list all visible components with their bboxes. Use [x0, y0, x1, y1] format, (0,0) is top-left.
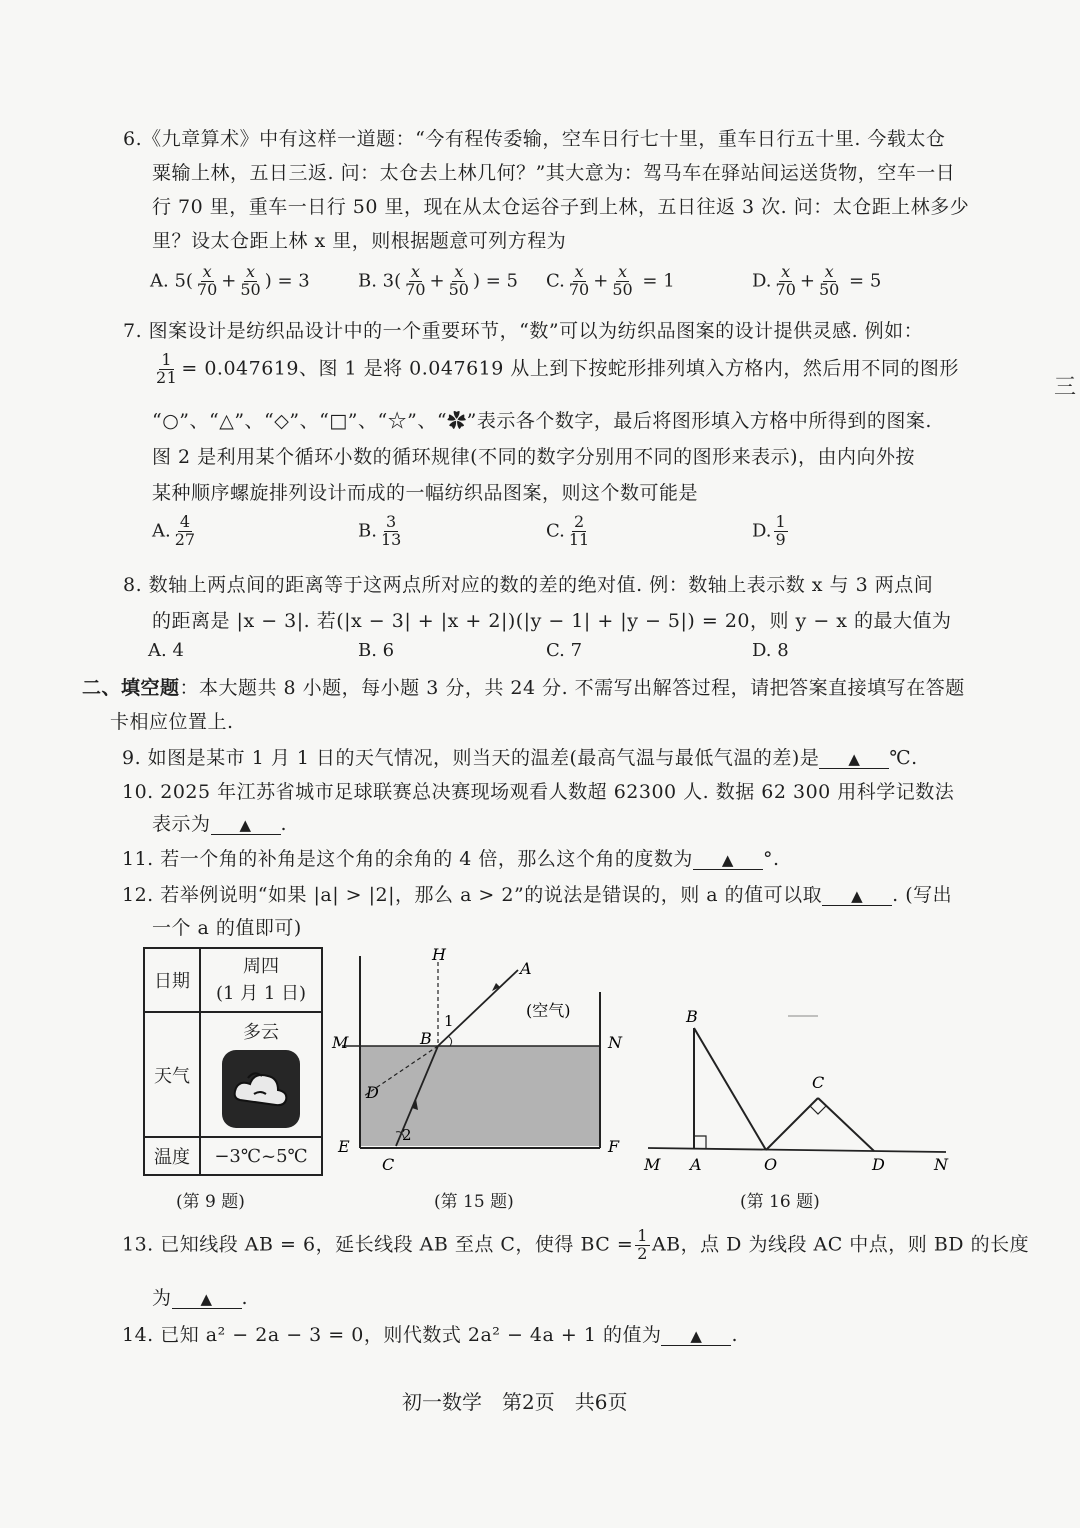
date: (1 月 1 日)	[215, 983, 307, 1004]
q9: 9. 如图是某市 1 月 1 日的天气情况，则当天的温差(最高气温与最低气温的差)是 ▲ ℃.	[122, 747, 918, 769]
weather-table	[143, 947, 323, 1176]
q6-option-a: A. 5( $\frac{x}{70}$ + $\frac{x}{50}$ ) = 3	[150, 262, 310, 299]
cloudy-icon	[220, 1048, 302, 1130]
q8-option-a: A. 4	[148, 640, 184, 661]
q6-option-c: C. $\frac{x}{70}$ + $\frac{x}{50}$ = 1	[546, 262, 675, 299]
label-m: M	[332, 1033, 349, 1052]
label-h: H	[432, 945, 446, 964]
weekday: 周四	[243, 956, 279, 977]
label-b: B	[686, 1007, 698, 1026]
label-a: A	[690, 1155, 702, 1174]
q10-answer-blank: ▲	[211, 816, 281, 835]
q7-line-1: 7. 图案设计是纺织品设计中的一个重要环节，“数”可以为纺织品图案的设计提供灵感. 例如：	[123, 320, 924, 342]
caption-9: (第 9 题)	[176, 1192, 245, 1212]
q12-line-2: 一个 a 的值即可)	[152, 917, 302, 939]
q10-line-2: 表示为 ▲ .	[152, 813, 288, 835]
q14-answer-blank: ▲	[661, 1327, 731, 1346]
weather-condition: 多云	[243, 1022, 279, 1043]
q13-answer-blank: ▲	[172, 1290, 242, 1309]
q7-option-a: A. $\frac{4}{27}$	[152, 512, 196, 549]
q12-answer-blank: ▲	[822, 887, 892, 906]
q8-option-c: C. 7	[546, 640, 583, 661]
q6-line-1: 6.《九章算术》中有这样一道题：“今有程传委输，空车日行七十里，重车日行五十里. 今载太仓	[123, 128, 946, 150]
label-o: O	[764, 1155, 778, 1174]
q11-answer-blank: ▲	[693, 851, 763, 870]
water-region	[360, 1046, 600, 1146]
q8-line-2: 的距离是 |x − 3|. 若(|x − 3| + |x + 2|)(|y − 1| + |y − 5|) = 20，则 y − x 的最大值为	[152, 610, 952, 632]
q7-option-b: B. $\frac{3}{13}$	[358, 512, 402, 549]
q8-line-1: 8. 数轴上两点间的距离等于这两点所对应的数的差的绝对值. 例：数轴上表示数 x 与 3 两点间	[123, 574, 934, 596]
label-n: N	[608, 1033, 622, 1052]
caption-15: (第 15 题)	[434, 1192, 514, 1212]
q7-line-2: $\frac{1}{21}$ = 0.047619、图 1 是将 0.047619 从上到下按蛇形排列填入方格内，然后用不同的图形	[156, 350, 959, 387]
q6-line-4: 里？设太仓距上林 x 里，则根据题意可列方程为	[152, 230, 567, 252]
section-2-title: 二、填空题	[82, 677, 180, 699]
date-label: 日期	[144, 948, 200, 1012]
caption-16: (第 16 题)	[740, 1192, 820, 1212]
figure-16-geometry	[636, 1000, 956, 1180]
weather-table-figure	[143, 947, 323, 1176]
label-b: B	[420, 1029, 432, 1048]
label-m: M	[644, 1155, 661, 1174]
label-c: C	[382, 1155, 395, 1174]
q8-option-b: B. 6	[358, 640, 395, 661]
q7-line-5: 某种顺序螺旋排列设计而成的一幅纺织品图案，则这个数可能是	[152, 482, 699, 504]
label-n: N	[934, 1155, 948, 1174]
q7-line-4: 图 2 是利用某个循环小数的循环规律(不同的数字分别用不同的图形来表示)，由内向外按	[152, 446, 915, 468]
section-2-header-line-2: 卡相应位置上.	[110, 711, 234, 733]
air-label: (空气)	[526, 1001, 571, 1020]
q13-line-1: 13. 已知线段 AB = 6，延长线段 AB 至点 C，使得 BC = $\frac{1}{2}$ AB，点 D 为线段 AC 中点，则 BD 的长度	[122, 1226, 1030, 1263]
q7-option-d: D. $\frac{1}{9}$	[752, 512, 786, 549]
q6-line-2: 粟输上林，五日三返. 问：太仓去上林几何？”其大意为：驾马车在驿站间运送货物，空车一日	[152, 162, 956, 184]
weather-cell	[200, 1012, 322, 1137]
q6-line-3: 行 70 里，重车一日行 50 里，现在从太仓运谷子到上林，五日往返 3 次. 问：太仓距上林多少	[152, 196, 970, 218]
q6-option-b: B. 3( $\frac{x}{70}$ + $\frac{x}{50}$ ) = 5	[358, 262, 518, 299]
margin-mark: 三	[1054, 375, 1077, 400]
q14: 14. 已知 a² − 2a − 3 = 0，则代数式 2a² − 4a + 1 的值为 ▲ .	[122, 1324, 738, 1346]
q9-answer-blank: ▲	[819, 750, 889, 769]
label-d: D	[872, 1155, 885, 1174]
q12-line-1: 12. 若举例说明“如果 |a| > |2|，那么 a > 2”的说法是错误的，则 a 的值可以取 ▲ . (写出	[122, 884, 953, 906]
q13-line-2: 为 ▲ .	[152, 1287, 249, 1309]
label-a: A	[520, 959, 532, 978]
label-d: D	[366, 1083, 379, 1102]
q7-line-3: “○”、“△”、“◇”、“□”、“☆”、“✿”表示各个数字，最后将图形填入方格中所得到的图案.	[152, 410, 932, 432]
section-2-header: 二、填空题：本大题共 8 小题，每小题 3 分，共 24 分. 不需写出解答过程，请把答案直接填写在答题	[82, 677, 965, 699]
q6-option-d: D. $\frac{x}{70}$ + $\frac{x}{50}$ = 5	[752, 262, 882, 299]
date-cell	[200, 948, 322, 1012]
temp-value: −3℃~5℃	[200, 1137, 322, 1175]
label-f: F	[608, 1137, 620, 1156]
angle-2: 2	[402, 1126, 412, 1144]
figure-15-refraction	[330, 944, 630, 1184]
page-footer: 初一数学 第2页 共6页	[402, 1390, 628, 1414]
angle-1: 1	[444, 1012, 454, 1030]
q8-option-d: D. 8	[752, 640, 789, 661]
label-e: E	[338, 1137, 350, 1156]
weather-label: 天气	[144, 1012, 200, 1137]
q10-line-1: 10. 2025 年江苏省城市足球联赛总决赛现场观看人数超 62300 人. 数据 62 300 用科学记数法	[122, 781, 955, 803]
label-c: C	[812, 1073, 825, 1092]
temp-label: 温度	[144, 1137, 200, 1175]
q11: 11. 若一个角的补角是这个角的余角的 4 倍，那么这个角的度数为 ▲ °.	[122, 848, 780, 870]
q7-option-c: C. $\frac{2}{11}$	[546, 512, 590, 549]
